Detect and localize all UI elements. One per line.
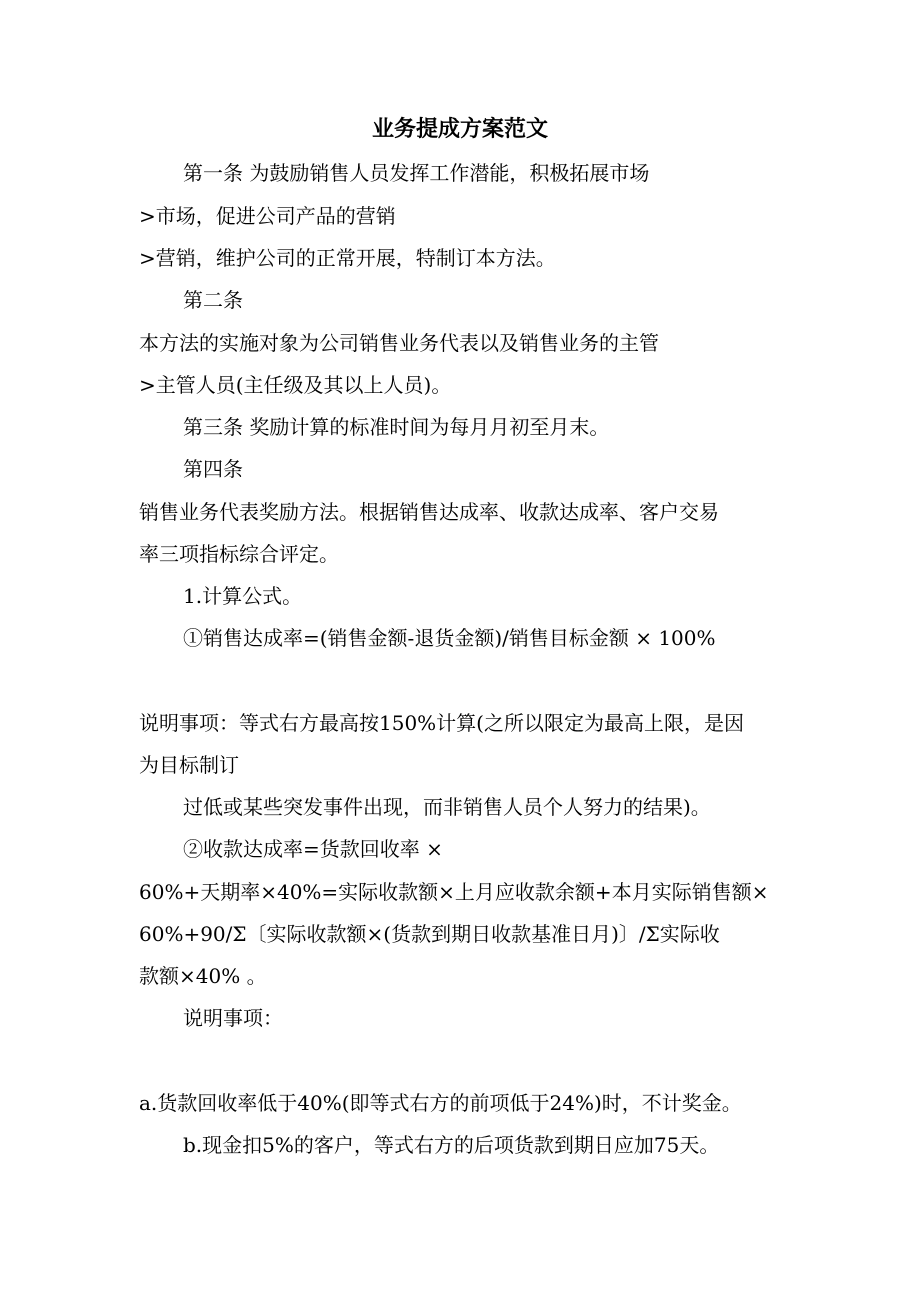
note-1-line-2: 为目标制订 xyxy=(139,753,239,777)
article-1-line-2: >市场，促进公司产品的营销 xyxy=(139,204,396,228)
note-2-item-a: a.货款回收率低于40%(即等式右方的前项低于24%)时，不计奖金。 xyxy=(139,1091,742,1115)
article-4-heading: 第四条 xyxy=(183,457,243,481)
document-title: 业务提成方案范文 xyxy=(371,116,548,142)
article-1-line-1: 第一条 为鼓励销售人员发挥工作潜能，积极拓展市场 xyxy=(183,161,650,185)
collection-rate-formula-3: 60%+90/Σ〔实际收款额×(货款到期日收款基准日月)〕/Σ实际收 xyxy=(139,922,720,946)
article-4-line-2: 率三项指标综合评定。 xyxy=(139,542,339,566)
note-2-heading: 说明事项： xyxy=(183,1006,283,1030)
article-1-line-3: >营销，维护公司的正常开展，特制订本方法。 xyxy=(139,246,556,270)
article-2-heading: 第二条 xyxy=(183,288,243,312)
note-2-item-b: b.现金扣5%的客户，等式右方的后项货款到期日应加75天。 xyxy=(183,1133,720,1157)
collection-rate-formula-2: 60%+天期率×40%=实际收款额×上月应收款余额+本月实际销售额× xyxy=(139,880,769,904)
article-2-line-2: >主管人员(主任级及其以上人员)。 xyxy=(139,373,452,397)
note-1-line-1: 说明事项：等式右方最高按150%计算(之所以限定为最高上限，是因 xyxy=(139,711,744,735)
collection-rate-formula-1: ②收款达成率=货款回收率 × xyxy=(183,837,443,861)
collection-rate-formula-4: 款额×40% 。 xyxy=(139,964,267,988)
note-1-line-3: 过低或某些突发事件出现，而非销售人员个人努力的结果)。 xyxy=(183,795,711,819)
article-3-line: 第三条 奖励计算的标准时间为每月月初至月末。 xyxy=(183,415,610,439)
formula-heading: 1.计算公式。 xyxy=(183,584,303,608)
article-2-line-1: 本方法的实施对象为公司销售业务代表以及销售业务的主管 xyxy=(139,331,659,355)
article-4-line-1: 销售业务代表奖励方法。根据销售达成率、收款达成率、客户交易 xyxy=(139,500,719,524)
sales-rate-formula: ①销售达成率=(销售金额-退货金额)/销售目标金额 × 100% xyxy=(183,626,716,650)
